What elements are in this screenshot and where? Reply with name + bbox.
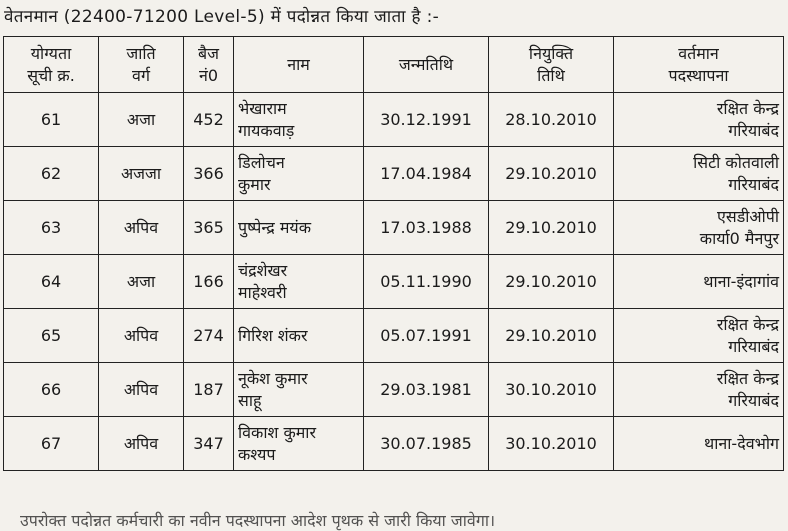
name-cell-line: नूकेश कुमार — [238, 368, 308, 388]
current-posting-cell-line: सिटी कोतवाली — [693, 152, 779, 172]
footer-note: उपरोक्त पदोन्नत कर्मचारी का नवीन पदस्थापना आदेश पृथक से जारी किया जावेगा। — [20, 511, 496, 530]
current-posting-cell — [614, 147, 784, 201]
current-posting-cell — [614, 201, 784, 255]
name-cell-line: विकाश कुमार — [238, 422, 316, 442]
name-cell-line: डिलोचन — [238, 152, 285, 172]
current-posting-cell-line: रक्षित केन्द्र — [716, 314, 779, 334]
appointment-date-cell: 30.10.2010 — [489, 363, 614, 417]
current-posting-cell — [614, 309, 784, 363]
header-line: सूची क्र. — [27, 65, 75, 85]
header-dob — [364, 37, 489, 93]
header-appointment-date — [489, 37, 614, 93]
current-posting-cell — [614, 363, 784, 417]
table-row — [4, 201, 784, 255]
appointment-date-cell: 28.10.2010 — [489, 93, 614, 147]
category-cell: अजा — [99, 255, 184, 309]
badge-no-cell: 347 — [184, 417, 234, 471]
badge-no-cell: 274 — [184, 309, 234, 363]
dob-cell: 30.07.1985 — [364, 417, 489, 471]
header-line: जाति — [126, 43, 156, 63]
category-cell: अपिव — [99, 417, 184, 471]
appointment-date-cell: 29.10.2010 — [489, 201, 614, 255]
category-cell: अपिव — [99, 201, 184, 255]
badge-no-cell: 365 — [184, 201, 234, 255]
name-cell — [234, 93, 364, 147]
name-cell — [234, 147, 364, 201]
table-row — [4, 255, 784, 309]
name-cell-line: कुमार — [238, 174, 271, 194]
header-category — [99, 37, 184, 93]
merit-no-cell: 65 — [4, 309, 99, 363]
name-cell — [234, 201, 364, 255]
category-cell: अपिव — [99, 309, 184, 363]
current-posting-cell-line: कार्या0 मैनपुर — [699, 228, 779, 248]
badge-no-cell: 187 — [184, 363, 234, 417]
current-posting-cell-line: थाना-देवभोग — [704, 433, 779, 453]
current-posting-cell-line: गरियाबंद — [728, 336, 779, 356]
category-cell: अजा — [99, 93, 184, 147]
appointment-date-cell: 29.10.2010 — [489, 255, 614, 309]
merit-no-cell: 66 — [4, 363, 99, 417]
header-line: योग्यता — [30, 43, 72, 63]
name-cell-line: साहू — [238, 390, 262, 410]
name-cell-line: पुष्पेन्द्र मयंक — [238, 217, 311, 237]
header-line: नियुक्ति — [528, 43, 574, 63]
merit-no-cell: 62 — [4, 147, 99, 201]
dob-cell: 05.07.1991 — [364, 309, 489, 363]
table-row — [4, 93, 784, 147]
dob-cell: 17.03.1988 — [364, 201, 489, 255]
header-line: नाम — [287, 54, 310, 74]
current-posting-cell-line: थाना-इंदागांव — [703, 271, 779, 291]
current-posting-cell-line: गरियाबंद — [728, 390, 779, 410]
current-posting-cell-line: रक्षित केन्द्र — [716, 368, 779, 388]
table-row — [4, 363, 784, 417]
current-posting-cell — [614, 255, 784, 309]
merit-no-cell: 61 — [4, 93, 99, 147]
current-posting-cell-line: एसडीओपी — [717, 206, 779, 226]
badge-no-cell: 366 — [184, 147, 234, 201]
appointment-date-cell: 29.10.2010 — [489, 309, 614, 363]
header-current-posting — [614, 37, 784, 93]
category-cell: अजजा — [99, 147, 184, 201]
name-cell-line: भेखाराम — [238, 98, 287, 118]
promotion-table — [3, 36, 784, 471]
category-cell: अपिव — [99, 363, 184, 417]
name-cell-line: माहेश्वरी — [238, 282, 287, 302]
current-posting-cell — [614, 93, 784, 147]
header-badge-no — [184, 37, 234, 93]
table-row — [4, 309, 784, 363]
name-cell-line: कश्यप — [238, 444, 276, 464]
header-line: पदस्थापना — [668, 65, 729, 85]
badge-no-cell: 452 — [184, 93, 234, 147]
current-posting-cell-line: गरियाबंद — [728, 120, 779, 140]
table-header-row — [4, 37, 784, 93]
badge-no-cell: 166 — [184, 255, 234, 309]
name-cell-line: गायकवाड़ — [238, 120, 295, 140]
merit-no-cell: 63 — [4, 201, 99, 255]
appointment-date-cell: 29.10.2010 — [489, 147, 614, 201]
dob-cell: 30.12.1991 — [364, 93, 489, 147]
header-name — [234, 37, 364, 93]
name-cell-line: चंद्रशेखर — [238, 260, 288, 280]
current-posting-cell-line: रक्षित केन्द्र — [716, 98, 779, 118]
merit-no-cell: 67 — [4, 417, 99, 471]
header-line: तिथि — [537, 65, 565, 85]
header-merit-no — [4, 37, 99, 93]
current-posting-cell-line: गरियाबंद — [728, 174, 779, 194]
dob-cell: 29.03.1981 — [364, 363, 489, 417]
name-cell — [234, 417, 364, 471]
order-heading: वेतनमान (22400-71200 Level-5) में पदोन्नत किया जाता है :- — [4, 7, 440, 27]
appointment-date-cell: 30.10.2010 — [489, 417, 614, 471]
current-posting-cell — [614, 417, 784, 471]
table-row — [4, 147, 784, 201]
header-line: वर्तमान — [678, 43, 719, 63]
header-line: नं0 — [198, 65, 219, 85]
table-row — [4, 417, 784, 471]
name-cell-line: गिरिश शंकर — [238, 325, 308, 345]
table-body — [4, 93, 784, 471]
header-line: जन्मतिथि — [398, 54, 454, 74]
header-line: वर्ग — [132, 65, 150, 85]
dob-cell: 05.11.1990 — [364, 255, 489, 309]
name-cell — [234, 363, 364, 417]
name-cell — [234, 255, 364, 309]
name-cell — [234, 309, 364, 363]
merit-no-cell: 64 — [4, 255, 99, 309]
dob-cell: 17.04.1984 — [364, 147, 489, 201]
header-line: बैज — [197, 43, 219, 63]
